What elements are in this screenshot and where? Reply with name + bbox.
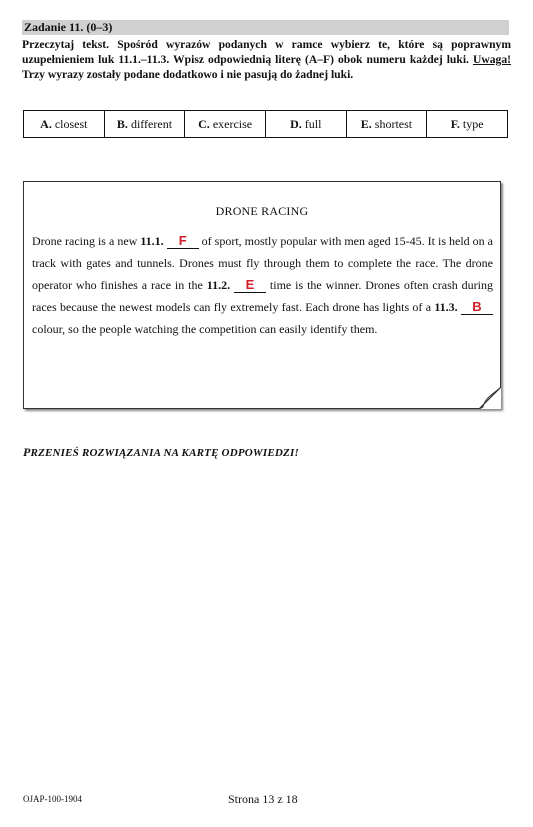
word-options-box <box>23 110 508 138</box>
passage-title: DRONE RACING <box>215 204 309 218</box>
transfer-note: PRZENIEŚ ROZWIĄZANIA NA KARTĘ ODPOWIEDZI! <box>23 445 299 459</box>
task-title: Zadanie 11. (0–3) <box>24 20 113 34</box>
option-d: D. full <box>265 111 346 138</box>
gap-1-answer: F <box>167 234 199 249</box>
exam-code: OJAP-100-1904 <box>23 794 83 804</box>
warning-text: Trzy wyrazy zostały podane dodatkowo i nie pasują do żadnej luki. <box>22 68 354 81</box>
gap-1-number: 11.1. <box>140 234 164 248</box>
option-e: E. shortest <box>346 111 427 138</box>
gap-2-number: 11.2. <box>206 278 231 292</box>
option-a: A. closest <box>24 111 105 138</box>
gap-3-answer: B <box>461 300 493 315</box>
option-b: B. different <box>104 111 185 138</box>
option-f: F. type <box>427 111 508 138</box>
warning-label: Uwaga! <box>473 53 511 66</box>
instruction-text: Przeczytaj tekst. Spośród wyrazów podanych w ramce wybierz te, które są poprawnym uzupełnieniem luk 11.1.–11.3. Wpisz odpowiednią literę (A–F) obok numeru każdej luki. <box>22 38 511 66</box>
passage-text: Drone racing is a new 11.1. F of sport, mostly popular with men aged 15-45. It is held on a track with gates and tunnels. Drones must fly through them to complete the race. The drone operator who finishes a race in the 11.2. E time is the winner. Drones often crash during races because the newest models can fly extremely fast. Each drone has lights of a 11.3. B colour, so the people watching the competition can easily identify them. <box>32 233 494 336</box>
task-header <box>22 20 509 35</box>
gap-2-answer: E <box>234 278 266 293</box>
passage-box <box>23 181 501 409</box>
page-number: Strona 13 z 18 <box>228 792 298 806</box>
gap-3-number: 11.3. <box>434 300 458 314</box>
option-c: C. exercise <box>185 111 266 138</box>
task-instructions <box>22 37 511 82</box>
page-curl-icon <box>479 387 501 409</box>
